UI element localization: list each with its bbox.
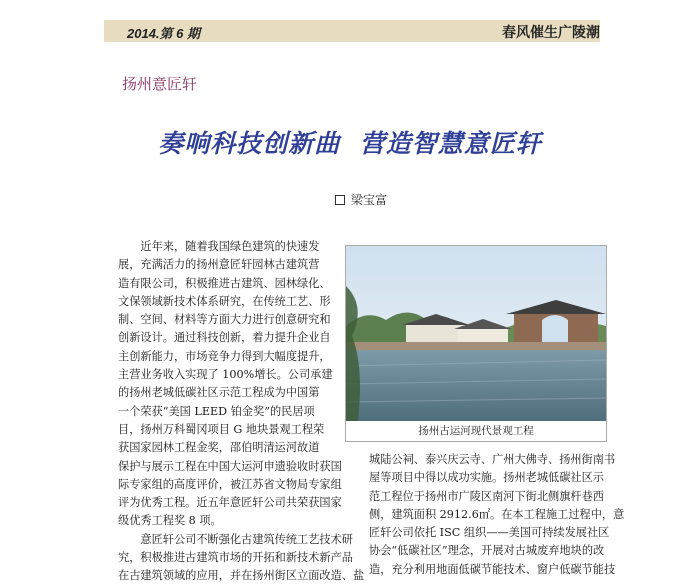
body-line: 意匠轩公司不断强化古建筑传统工艺技术研 (118, 532, 353, 546)
body-line: 究，积极推进古建筑市场的开拓和新技术新产品 (118, 551, 353, 565)
body-line: 城陆公祠、泰兴庆云寺、广州大佛寺、扬州街南书 (369, 453, 616, 466)
body-line: 际专家组的高度评价，被江苏省文物局专家组 (118, 477, 342, 491)
body-line: 主创新能力，市场竞争力得到大幅度提升， (118, 349, 331, 363)
body-line: 制、空间、材料等方面大力进行创意研究和 (118, 313, 331, 327)
body-line: 侧，建筑面积 2912.6㎡。在本工程施工过程中，意 (369, 507, 625, 521)
canal-landscape-photo (345, 245, 607, 442)
body-left-column (118, 238, 365, 586)
body-line: 协会“低碳社区”理念，开展对古城废弃地块的改 (369, 544, 605, 558)
canal-landscape-image (346, 246, 606, 421)
body-line: 主营业务收入实现了 100%增长。公司承建 (118, 368, 333, 382)
body-line: 在古建筑领域的应用，并在扬州街区立面改造、盐 (118, 569, 365, 583)
body-line: 范工程位于扬州市广陵区南河下街北侧旗杆巷西 (369, 489, 604, 503)
issue-label: 2014.第 6 期 (127, 26, 200, 41)
author-line (335, 191, 387, 208)
body-line: 一个荣获“美国 LEED 铂金奖”的民居项 (118, 404, 315, 418)
body-line: 保护与展示工程在中国大运河申遗验收时获国 (118, 459, 342, 473)
body-line: 造有限公司，积极推进古建筑、园林绿化、 (118, 276, 331, 290)
body-line: 屋等项目中得以成功实施。扬州老城低碳社区示 (369, 471, 604, 485)
body-line: 评为优秀工程。近五年意匠轩公司共荣获国家 (118, 496, 342, 510)
body-line: 匠轩公司依托 ISC 组织——美国可持续发展社区 (369, 526, 610, 540)
body-line: 展，充满活力的扬州意匠轩园林古建筑营 (118, 258, 320, 272)
article-title: 奏响科技创新曲 营造智慧意匠轩 (158, 129, 542, 158)
body-line: 创新设计。通过科技创新，着力提升企业自 (118, 331, 331, 345)
body-right-column (369, 451, 625, 579)
body-line: 造，充分利用地面低碳节能技术、窗户低碳节能技 (369, 562, 616, 576)
body-line: 近年来，随着我国绿色建筑的快速发 (118, 240, 320, 253)
author-name: 梁宝富 (351, 193, 388, 207)
figure-caption: 扬州古运河现代景观工程 (418, 425, 534, 437)
body-line: 的扬州老城低碳社区示范工程成为中国第 (118, 386, 320, 400)
body-line: 文保领域新技术体系研究，在传统工艺、形 (118, 294, 331, 308)
body-line: 级优秀工程奖 8 项。 (118, 514, 222, 528)
journal-title: 春风催生广陵潮 (502, 25, 600, 41)
body-line: 获国家园林工程金奖，邵伯明清运河故道 (118, 441, 320, 455)
column-name: 扬州意匠轩 (122, 75, 198, 93)
square-box-icon (335, 195, 345, 205)
body-line: 目，扬州万科蜀冈项目 G 地块景观工程荣 (118, 422, 325, 436)
